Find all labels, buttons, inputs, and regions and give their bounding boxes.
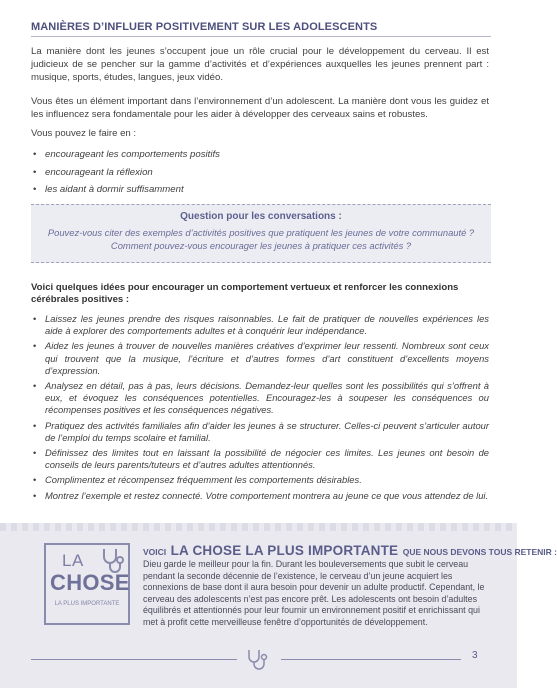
intro-paragraph: La manière dont les jeunes s’occupent joue un rôle crucial pour le développement du cerveau. Il est judicieux de se pencher sur la gamme d’activités et d’expériences auxquelles les jeunes prennent part : musique, sports, études, langues, jeux vidéo. [31, 46, 489, 83]
question-line-1: Pouvez-vous citer des exemples d’activités positives que pratiquent les jeunes de votre communauté ? [47, 227, 475, 238]
list-item: • Aidez les jeunes à trouver de nouvelles manières créatives d’exprimer leur ressenti. Nombreux sont ceux qui trouvent que la musique, l’écriture et d’autres formes d’art constituent d’excellents moyens d’expression. [31, 340, 489, 377]
footer-divider-left [31, 659, 237, 660]
logo-la-text: LA [62, 551, 84, 570]
ways-list [31, 148, 489, 201]
footer-divider-right [281, 659, 461, 660]
logo-chose-text: CHOSE [50, 570, 130, 595]
question-box [31, 204, 491, 263]
list-item: • encourageant la réflexion [31, 166, 489, 179]
la-chose-logo [44, 543, 130, 625]
list-item: • Définissez des limites tout en laissant la possibilité de négocier ces limites. Les jeunes ont besoin de conseils de leurs parents/tuteurs et d’autres adultes attentionnés. [31, 447, 489, 471]
banner-text: Dieu garde le meilleur pour la fin. Durant les bouleversements que subit le cerveau pendant la seconde décennie de l’existence, le cerveau d’un jeune acquiert les connexions de base dont il aura besoin pour devenir un adulte productif. Cependant, le cerveau des adolescents n’est pas encore prêt. Les adolescents ont besoin d’adultes équilibrés et attentionnés pour leur fournir un environnement positif et enrichissant qui met à profit cette merveilleuse fenêtre d’opportunités de développement. [143, 559, 485, 627]
ideas-intro: Voici quelques idées pour encourager un comportement vertueux et renforcer les connexions cérébrales positives : [31, 282, 459, 305]
how-paragraph: Vous pouvez le faire en : [31, 128, 137, 139]
question-title: Question pour les conversations : [180, 211, 342, 222]
question-line-2: Comment pouvez-vous encourager les jeunes à pratiquer ces activités ? [110, 240, 412, 251]
ideas-list [31, 313, 489, 505]
section-heading: MANIÈRES D’INFLUER POSITIVEMENT SUR LES ADOLESCENTS [31, 21, 491, 37]
list-item: • Pratiquez des activités familiales afin d’aider les jeunes à se structurer. Celles-ci peuvent s’articuler autour de l’emploi du temps scolaire et familial. [31, 420, 489, 444]
banner-title [143, 542, 557, 560]
list-item: • Complimentez et récompensez fréquemment les comportements désirables. [31, 474, 489, 486]
stethoscope-icon [243, 647, 275, 671]
list-item: • Laissez les jeunes prendre des risques raisonnables. Le fait de pratiquer de nouvelles expériences les aide à explorer des comportements adultes et à conquérir leur indépendance. [31, 313, 489, 337]
list-item: • encourageant les comportements positifs [31, 148, 489, 161]
list-item: • Analysez en détail, pas à pas, leurs décisions. Demandez-leur quelles sont les possibilités qui s’offrent à eux, et évoquez les conséquences potentielles. Encouragez-les à soupeser les conséquences ou récompenses positives et les conséquences négatives. [31, 380, 489, 417]
banner-suffix: QUE NOUS DEVONS TOUS RETENIR : [402, 547, 557, 557]
banner-title-main: LA CHOSE LA PLUS IMPORTANTE [170, 543, 399, 558]
list-item: • les aidant à dormir suffisamment [31, 183, 489, 196]
logo-subtitle: LA PLUS IMPORTANTE [54, 601, 120, 607]
page-number: 3 [472, 650, 478, 661]
list-item: • Montrez l’exemple et restez connecté. Votre comportement montrera au jeune ce que vous attendez de lui. [31, 490, 489, 502]
role-paragraph: Vous êtes un élément important dans l’environnement d’un adolescent. La manière dont vous les guidez et les influencez sera fondamentale pour les aider à développer des cerveaux sains et robustes. [31, 96, 489, 120]
banner-prefix: VOICI [143, 547, 167, 557]
band-texture [0, 523, 517, 531]
